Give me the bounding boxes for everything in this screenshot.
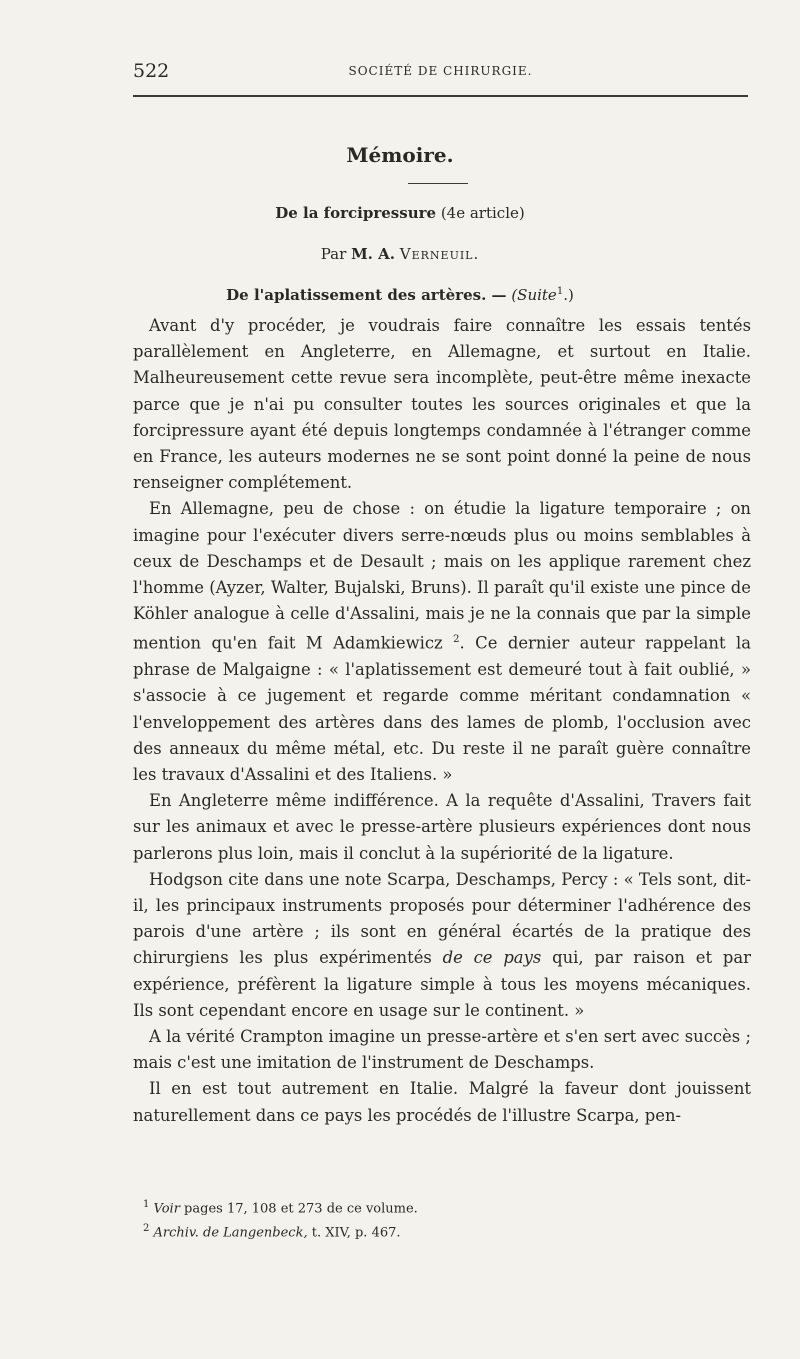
author-prefix: Par [320, 245, 347, 263]
footnote-mark: 1 [143, 1199, 150, 1210]
footnote-text: t. XIV, p. 467. [307, 1225, 401, 1241]
section-close: .) [563, 286, 574, 304]
title-divider [408, 183, 468, 184]
article-title: Mémoire. [346, 143, 454, 167]
footnote-text: pages 17, 108 et 273 de ce volume. [179, 1201, 418, 1217]
footnote-italic: Voir [153, 1201, 180, 1217]
paragraph: A la vérité Crampton imagine un presse-artère et s'en sert avec succès ; mais c'est une imitation de l'instrument de Deschamps. [133, 1026, 751, 1073]
paragraph-text: . Ce dernier auteur rappelant la phrase de Malgaigne : « l'aplatissement est demeuré tout à fait oublié, » s'associe à ce jugement et regarde comme méritant condamnation « l'enveloppement des artères dans des lames de plomb, l'occlusion avec des anneaux du même métal, etc. Du reste il ne paraît guère connaître les travaux d'Assalini et des Italiens. » [133, 633, 751, 784]
subtitle-main: De la forcipressure [275, 204, 437, 222]
body-text [133, 313, 751, 1129]
footnote-ref-1: 1 [556, 286, 564, 297]
article-subtitle [0, 204, 800, 222]
author-initials: M. A. [351, 245, 395, 263]
paragraph [133, 496, 751, 788]
header-rule [133, 95, 748, 97]
footnotes [133, 1195, 751, 1244]
paragraph-text: En Allemagne, peu de chose : on étudie la ligature temporaire ; on imagine pour l'exécuter divers serre-nœuds plus ou moins semblables à ceux de Deschamps et de Desault ; mais on les applique rarement chez l'homme (Ayzer, Walter, Bujalski, Bruns). Il paraît qu'il existe une pince de Köhler analogue à celle d'Assalini, mais je ne la connais que par la simple mention qu'en fait M Adamkiewicz [133, 499, 751, 653]
page-number: 522 [133, 60, 170, 82]
section-heading [0, 286, 800, 304]
subtitle-note: (4e article) [440, 204, 525, 222]
footnote-mark: 2 [143, 1223, 150, 1235]
section-heading-text: De l'aplatissement des artères. — [226, 286, 507, 304]
paragraph: En Angleterre même indifférence. A la requête d'Assalini, Travers fait sur les animaux et avec le presse-artère plusieurs expériences dont nous parlerons plus loin, mais il conclut à la supériorité de la ligature. [133, 791, 751, 863]
paragraph-text: qui, par raison et par expérience, préfèrent la ligature simple à tous les moyens mécaniques. Ils sont cependant encore en usage sur le continent. » [133, 948, 751, 1020]
footnote [133, 1195, 751, 1219]
footnote-italic: Archiv. de Langenbeck, [153, 1225, 308, 1241]
footnote-ref-2: 2 [453, 634, 460, 646]
paragraph [133, 867, 751, 1024]
running-title: SOCIÉTÉ DE CHIRURGIE. [348, 64, 533, 78]
paragraph-text: Hodgson cite dans une note Scarpa, Deschamps, Percy : « Tels sont, dit-il, les principaux instruments proposés pour déterminer l'adhérence des parois d'une artère ; ils sont en général écartés de la pratique des chirurgiens les plus expérimentés [133, 869, 751, 968]
paragraph: Avant d'y procéder, je voudrais faire connaître les essais tentés parallèlement en Angleterre, en Allemagne, et surtout en Italie. Malheureusement cette revue sera incomplète, peut-être même inexacte parce que je n'ai pu consulter toutes les sources originales et que la forcipressure ayant été depuis longtemps condamnée à l'étranger comme en France, les auteurs modernes ne se sont point donné la peine de nous renseigner complétement. [133, 316, 751, 493]
author-name: Verneuil. [399, 245, 480, 263]
section-suite: (Suite [511, 286, 557, 304]
author-line [0, 245, 800, 263]
footnote [133, 1219, 751, 1243]
paragraph-italic: de ce pays [442, 948, 542, 968]
paragraph: Il en est tout autrement en Italie. Malgré la faveur dont jouissent naturellement dans ce pays les procédés de l'illustre Scarpa, pen- [133, 1079, 751, 1125]
page-header [133, 60, 748, 88]
